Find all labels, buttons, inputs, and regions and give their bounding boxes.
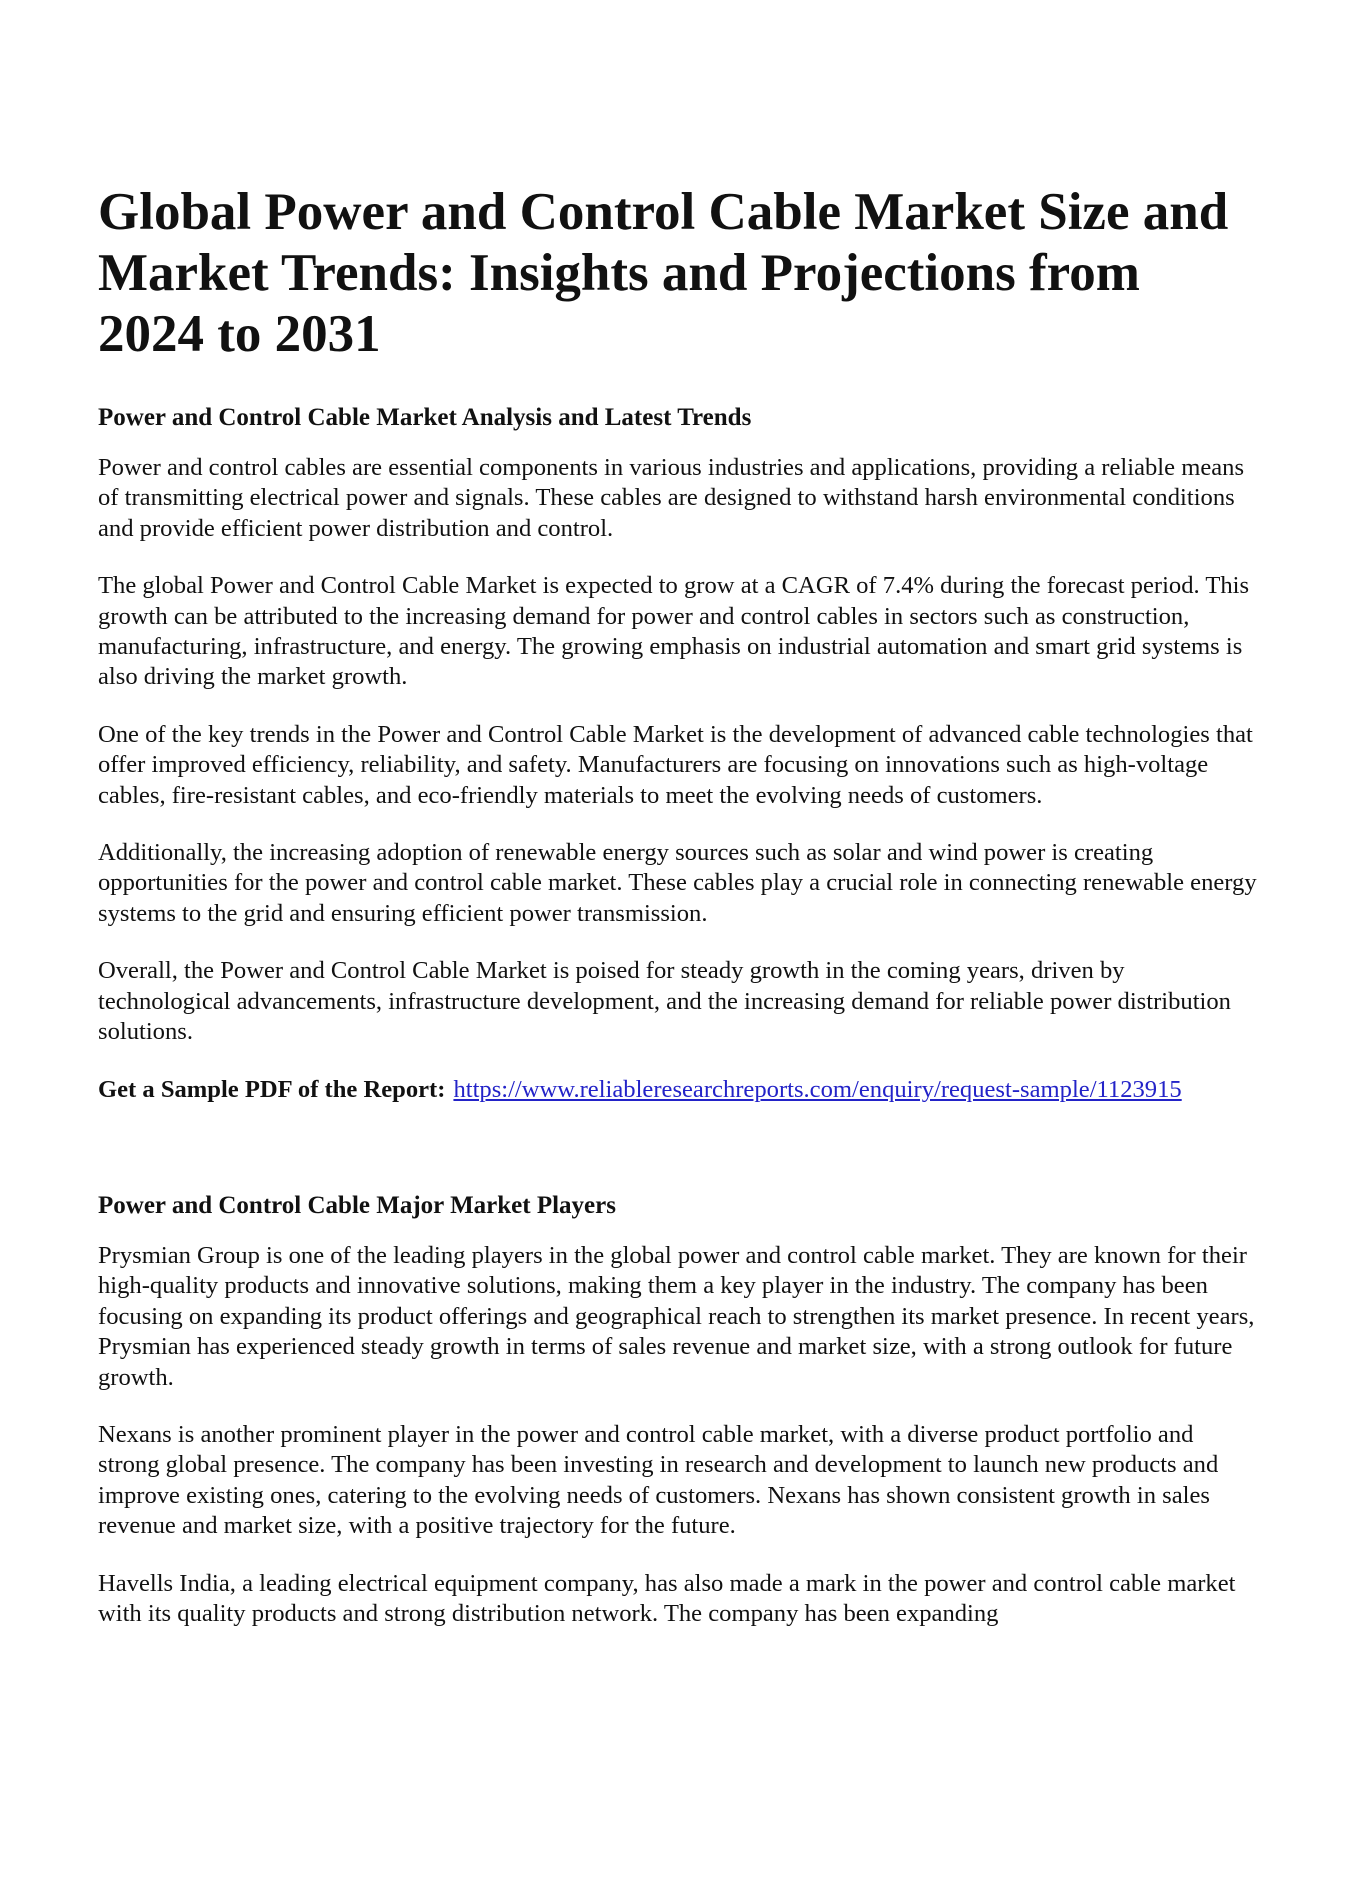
paragraph: Additionally, the increasing adoption of renewable energy sources such as solar and wind power is creating opportunities for the power and control cable market. These cables play a crucial role in connecting renewable energy systems to the grid and ensuring efficient power transmission. (98, 839, 1257, 927)
document-page (98, 182, 1258, 1656)
paragraph: Overall, the Power and Control Cable Market is poised for steady growth in the coming years, driven by technological advancements, infrastructure development, and the increasing demand for reliable power distribution solutions. (98, 957, 1231, 1046)
paragraph: The global Power and Control Cable Market is expected to grow at a CAGR of 7.4% during the forecast period. This growth can be attributed to the increasing demand for power and control cables in sectors such as construction, manufacturing, infrastructure, and energy. The growing emphasis on industrial automation and smart grid systems is also driving the market growth. (98, 572, 1250, 691)
paragraph: One of the key trends in the Power and Control Cable Market is the development of advanced cable technologies that offer improved efficiency, reliability, and safety. Manufacturers are focusing on innovations such as high-voltage cables, fire-resistant cables, and eco-friendly materials to meet the evolving needs of customers. (98, 720, 1253, 809)
page-title: Global Power and Control Cable Market Size and Market Trends: Insights and Projections from 2024 to 2031 (98, 183, 1229, 363)
section-heading-trends: Power and Control Cable Market Analysis and Latest Trends (98, 404, 752, 431)
sample-pdf-line (98, 1075, 1258, 1105)
sample-pdf-label: Get a Sample PDF of the Report: (98, 1075, 446, 1103)
paragraph: Nexans is another prominent player in the power and control cable market, with a diverse product portfolio and strong global presence. The company has been investing in research and development to launch new products and improve existing ones, catering to the evolving needs of customers. Nexans has shown consistent growth in sales revenue and market size, with a positive trajectory for the future. (98, 1420, 1219, 1540)
section-heading-players: Power and Control Cable Major Market Players (98, 1191, 616, 1219)
paragraph: Power and control cables are essential components in various industries and applications, providing a reliable means of transmitting electrical power and signals. These cables are designed to withstand harsh environmental conditions and provide efficient power distribution and control. (98, 454, 1245, 542)
sample-pdf-link[interactable]: https://www.reliableresearchreports.com/enquiry/request-sample/1123915 (453, 1075, 1182, 1103)
paragraph: Havells India, a leading electrical equipment company, has also made a mark in the power and control cable market with its quality products and strong distribution network. The company has been expanding (98, 1569, 1236, 1627)
paragraph: Prysmian Group is one of the leading players in the global power and control cable market. They are known for their high-quality products and innovative solutions, making them a key player in the industry. The company has been focusing on expanding its product offerings and geographical reach to strengthen its market presence. In recent years, Prysmian has experienced steady growth in terms of sales revenue and market size, with a strong outlook for future growth. (98, 1241, 1255, 1391)
